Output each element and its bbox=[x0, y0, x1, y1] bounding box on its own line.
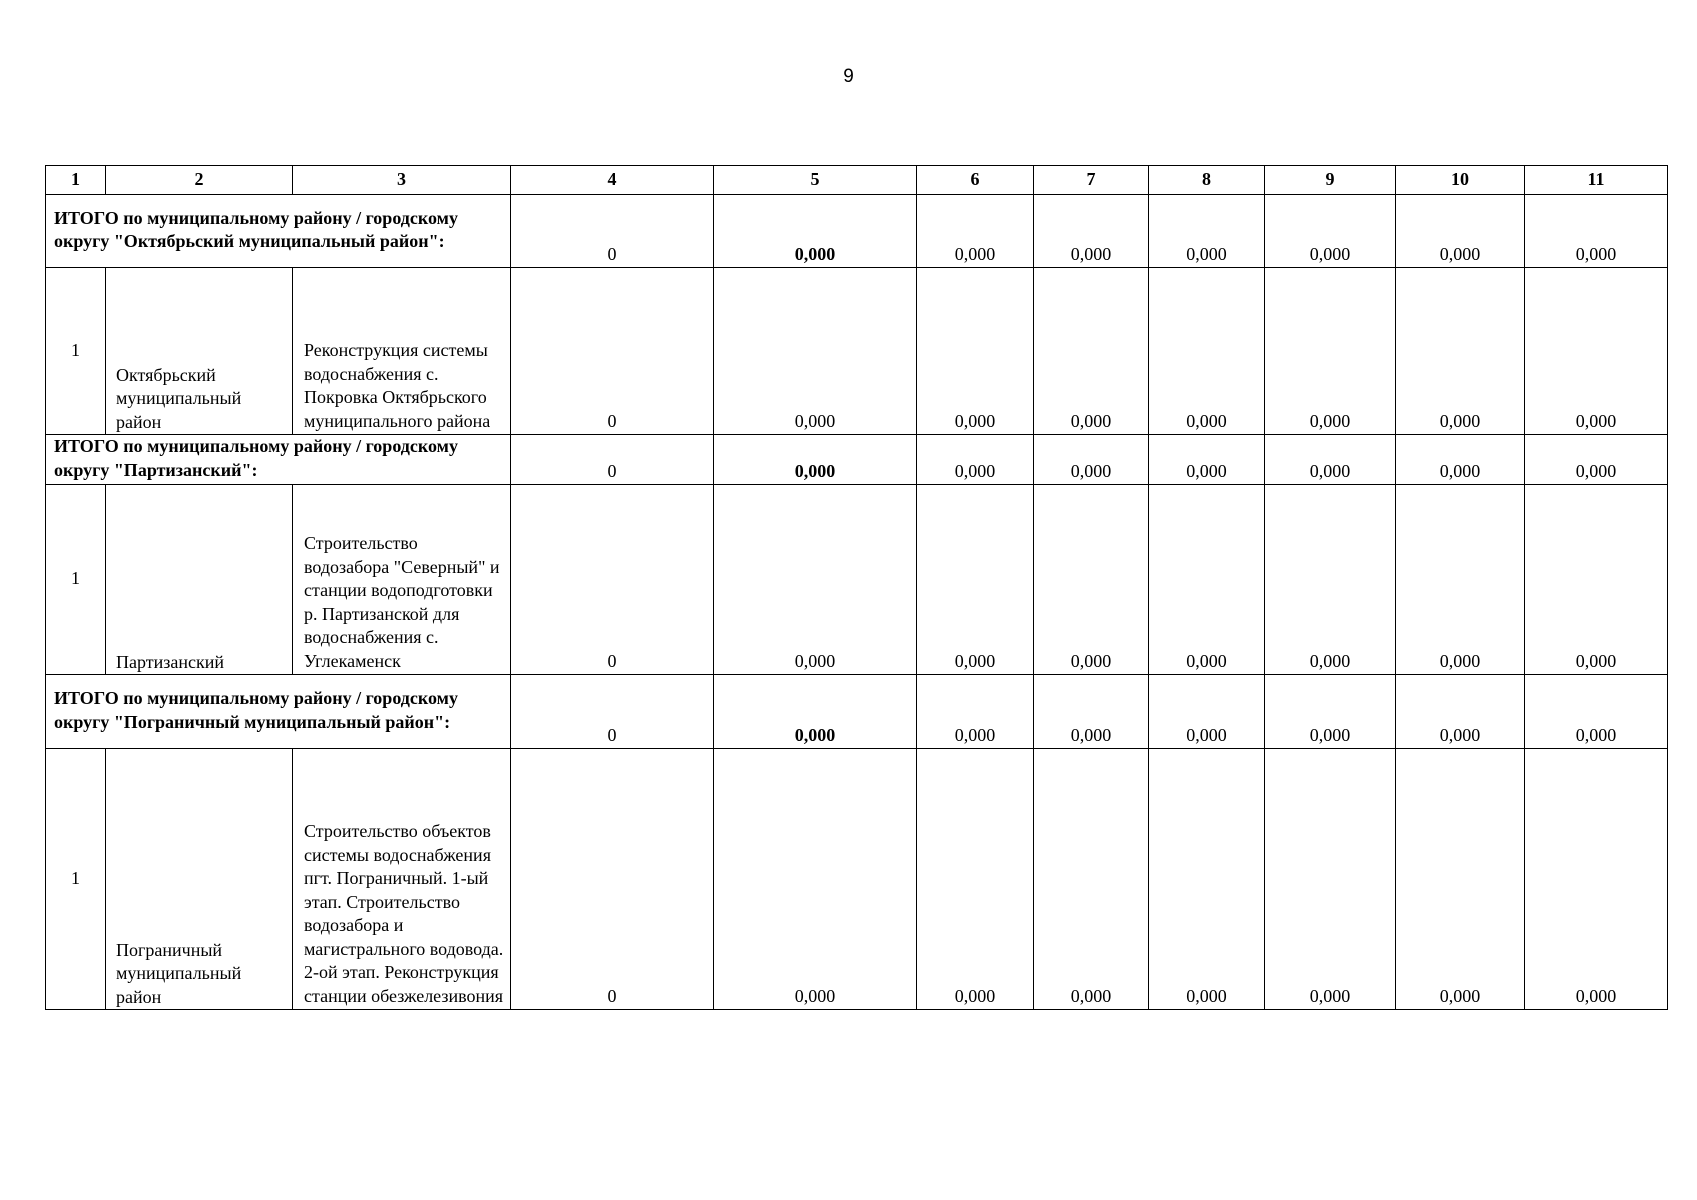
district-cell: Партизанский bbox=[106, 485, 293, 675]
value-cell: 0,000 bbox=[1265, 268, 1396, 435]
total-row bbox=[46, 435, 1668, 485]
value-cell: 0,000 bbox=[1034, 268, 1149, 435]
total-label: ИТОГО по муниципальному району / городскому округу "Пограничный муниципальный район": bbox=[46, 675, 511, 749]
page-number: 9 bbox=[843, 66, 854, 87]
total-cell: 0,000 bbox=[917, 675, 1034, 749]
column-number-row bbox=[46, 166, 1668, 195]
value-cell: 0,000 bbox=[1149, 749, 1265, 1010]
value-cell: 0,000 bbox=[1149, 485, 1265, 675]
value-cell: 0,000 bbox=[1396, 268, 1525, 435]
total-cell: 0,000 bbox=[1265, 195, 1396, 268]
value-cell: 0,000 bbox=[917, 268, 1034, 435]
total-cell: 0,000 bbox=[1265, 435, 1396, 485]
value-cell: 0,000 bbox=[1034, 485, 1149, 675]
total-cell: 0,000 bbox=[1396, 435, 1525, 485]
value-cell: 0,000 bbox=[1396, 485, 1525, 675]
value-cell: 0,000 bbox=[1525, 485, 1668, 675]
value-cell: 0,000 bbox=[917, 485, 1034, 675]
column-header: 11 bbox=[1525, 166, 1668, 195]
value-cell: 0,000 bbox=[1396, 749, 1525, 1010]
value-cell: 0 bbox=[511, 749, 714, 1010]
value-cell: 0,000 bbox=[1149, 268, 1265, 435]
column-header: 3 bbox=[293, 166, 511, 195]
column-header: 4 bbox=[511, 166, 714, 195]
value-cell: 0,000 bbox=[1265, 749, 1396, 1010]
total-cell: 0,000 bbox=[1396, 675, 1525, 749]
table-row bbox=[46, 268, 1668, 435]
column-header: 6 bbox=[917, 166, 1034, 195]
total-cell: 0 bbox=[511, 435, 714, 485]
column-header: 7 bbox=[1034, 166, 1149, 195]
column-header: 8 bbox=[1149, 166, 1265, 195]
total-cell: 0,000 bbox=[714, 195, 917, 268]
total-row bbox=[46, 195, 1668, 268]
value-cell: 0,000 bbox=[1265, 485, 1396, 675]
value-cell: 0,000 bbox=[917, 749, 1034, 1010]
district-cell: Пограничный муниципальный район bbox=[106, 749, 293, 1010]
budget-table bbox=[45, 165, 1668, 1010]
project-cell: Реконструкция системы водоснабжения с. Покровка Октябрьского муниципального района bbox=[293, 268, 511, 435]
value-cell: 0,000 bbox=[714, 268, 917, 435]
value-cell: 0,000 bbox=[1525, 749, 1668, 1010]
total-row bbox=[46, 675, 1668, 749]
column-header: 2 bbox=[106, 166, 293, 195]
value-cell: 0,000 bbox=[1034, 749, 1149, 1010]
total-cell: 0,000 bbox=[714, 675, 917, 749]
project-cell: Строительство объектов системы водоснабжения пгт. Пограничный. 1-ый этап. Строительство водозабора и магистрального водовода. 2-ой этап. Реконструкция станции обезжелезивония bbox=[293, 749, 511, 1010]
value-cell: 0,000 bbox=[1525, 268, 1668, 435]
total-cell: 0,000 bbox=[1149, 675, 1265, 749]
total-cell: 0,000 bbox=[1525, 195, 1668, 268]
district-cell: Октябрьский муниципальный район bbox=[106, 268, 293, 435]
column-header: 5 bbox=[714, 166, 917, 195]
total-cell: 0 bbox=[511, 195, 714, 268]
value-cell: 0 bbox=[511, 268, 714, 435]
column-header: 10 bbox=[1396, 166, 1525, 195]
total-cell: 0,000 bbox=[917, 435, 1034, 485]
total-cell: 0,000 bbox=[1525, 435, 1668, 485]
total-label: ИТОГО по муниципальному району / городскому округу "Октябрьский муниципальный район": bbox=[46, 195, 511, 268]
total-cell: 0,000 bbox=[714, 435, 917, 485]
total-cell: 0,000 bbox=[1265, 675, 1396, 749]
column-header: 1 bbox=[46, 166, 106, 195]
total-cell: 0,000 bbox=[917, 195, 1034, 268]
project-cell: Строительство водозабора "Северный" и станции водоподготовки р. Партизанской для водоснабжения с. Углекаменск bbox=[293, 485, 511, 675]
total-cell: 0,000 bbox=[1034, 435, 1149, 485]
value-cell: 0 bbox=[511, 485, 714, 675]
table-row bbox=[46, 749, 1668, 1010]
total-cell: 0 bbox=[511, 675, 714, 749]
row-index: 1 bbox=[46, 749, 106, 1010]
total-cell: 0,000 bbox=[1034, 675, 1149, 749]
value-cell: 0,000 bbox=[714, 749, 917, 1010]
total-cell: 0,000 bbox=[1525, 675, 1668, 749]
row-index: 1 bbox=[46, 268, 106, 435]
total-label: ИТОГО по муниципальному району / городскому округу "Партизанский": bbox=[46, 435, 511, 485]
column-header: 9 bbox=[1265, 166, 1396, 195]
total-cell: 0,000 bbox=[1034, 195, 1149, 268]
table-row bbox=[46, 485, 1668, 675]
total-cell: 0,000 bbox=[1396, 195, 1525, 268]
total-cell: 0,000 bbox=[1149, 195, 1265, 268]
total-cell: 0,000 bbox=[1149, 435, 1265, 485]
value-cell: 0,000 bbox=[714, 485, 917, 675]
row-index: 1 bbox=[46, 485, 106, 675]
